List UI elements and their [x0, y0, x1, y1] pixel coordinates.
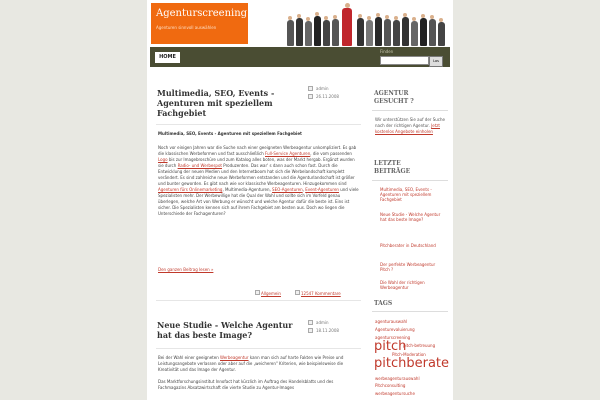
post-title[interactable]: Multimedia, SEO, Events - Agenturen mit speziellem Fachgebiet: [157, 88, 275, 118]
sidebar-search-title: AGENTUR GESUCHT ?: [374, 90, 414, 105]
recent-post-link[interactable]: Multimedia, SEO, Events - Agenturen mit speziellem Fachgebiet: [380, 187, 432, 202]
post-date: 26.11.2008: [316, 94, 339, 99]
sidebar-recent-title: LETZTE BEITRÄGE: [374, 160, 411, 175]
calendar-icon: [308, 328, 313, 333]
post-lead: Multimedia, SEO, Events - Agenturen mit speziellem Fachgebiet: [158, 131, 302, 136]
sidebar-tags-title: TAGS: [374, 300, 393, 307]
folder-icon: [255, 290, 260, 295]
post-date: 18.11.2008: [316, 328, 339, 333]
post-body: Noch vor einigen Jahren war die Suche nach einer geeigneten Werbeagentur unkompliziert. Es gab die klassischen Werbeformen und fast ausschließlich Full-Service Agenturen, die vom passenden Logo bis zur Imagebroschüre und zum Katalog alles boten, was der Markt hergab. Ergänzt wurden sie durch Radio- und Werbespot Produzenten. Das war' s dann auch schon fast. Durch die Entwicklung der neuen Medien und den Internetboom hat sich die Werbelandschaft komplett verändert. Es sind zahlreiche neue Werbeformen entstanden und die Agenturlandschaft ist größer und bunter geworden. Es gibt nach wie vor klassische Werbeagenturen. Hinzugekommen sind Agenturen fürs Onlinemarketing, Multimedia-Agenturen, SEO-Agenturen, Event-Agenturen und viele Spezialisten mehr. Der Werbewillige hat die Qual der Wahl und sollte sich im Vorfeld genau überlegen, welche Art von Werbung er wünscht und welche Agentur dafür die beste ist. Eins ist sicher. Die Spezialisten kennen sich auf ihrem Fachgebiet am besten aus. Doch wo liegen die Unterschiede der Fachagenturen?: [158, 145, 359, 216]
site-title[interactable]: Agenturscreening: [156, 8, 248, 19]
site-tagline: Agenturen sinnvoll auswählen: [156, 25, 217, 30]
search-button[interactable]: Los: [429, 56, 443, 67]
tag-link[interactable]: Pitchconsulting: [375, 383, 406, 388]
recent-post-link[interactable]: Der perfekte Werbeagentur Pitch ?: [380, 262, 436, 272]
post-category[interactable]: Allgemein: [261, 291, 281, 296]
post-title[interactable]: Neue Studie - Welche Agentur hat das beste Image?: [157, 320, 293, 340]
nav-home[interactable]: HOME: [155, 52, 180, 63]
site-logo[interactable]: [151, 3, 248, 44]
tag-link[interactable]: pitchberate: [374, 356, 450, 371]
get-offers-link[interactable]: Jetzt kostenlos Angebote einholen: [375, 123, 440, 134]
recent-post-link[interactable]: Die Wahl der richtigen Werbeagentur: [380, 280, 425, 290]
recent-post-link[interactable]: Pitchberater in Deutschland: [380, 243, 436, 248]
tag-link[interactable]: Agenturevaluierung: [375, 327, 415, 332]
tag-link[interactable]: werbeagenturauswahl: [375, 376, 420, 381]
author-icon: [308, 320, 313, 325]
tag-link[interactable]: werbeagentursuche: [375, 391, 415, 396]
post-comments[interactable]: 12547 Kommentare: [301, 291, 341, 296]
tag-link[interactable]: pitch-betreuung: [403, 343, 436, 348]
tag-link[interactable]: agenturauswahl: [375, 319, 408, 324]
tag-link[interactable]: agenturscreening: [375, 335, 411, 340]
post-author[interactable]: admin: [316, 86, 329, 91]
header-people-image: [285, 2, 450, 46]
search-label: Finden: [380, 49, 394, 54]
tag-link[interactable]: pitch: [374, 339, 407, 354]
search-input[interactable]: [380, 56, 429, 65]
calendar-icon: [308, 94, 313, 99]
read-more-link[interactable]: Den ganzen Beitrag lesen »: [158, 267, 214, 272]
sidebar-search-text: Wir unterstützen Sie auf der Suche nach der richtigen Agentur. Jetzt kostenlos Angebote einholen: [375, 117, 445, 134]
post-body: Bei der Wahl einer geeigneten Werbeagentur kann man sich auf harte Fakten wie Preise und Leistungsangebote verlassen oder aber auf die „weicheren" Kriterien, wie beispielsweise die Kreativität und das Image der Agentur. Das Marktforschungsinstitut Innofact hat kürzlich im Auftrag des Handelsblatts und des Fachmagazins Absatzwirtschaft die vierte Studie zu Agentur-Images: [158, 355, 344, 390]
recent-post-link[interactable]: Neue Studie - Welche Agentur hat das beste Image?: [380, 212, 441, 222]
post-author[interactable]: admin: [316, 320, 329, 325]
tag-link[interactable]: Pitch-Moderation: [392, 352, 426, 357]
comment-icon: [295, 290, 300, 295]
author-icon: [308, 86, 313, 91]
